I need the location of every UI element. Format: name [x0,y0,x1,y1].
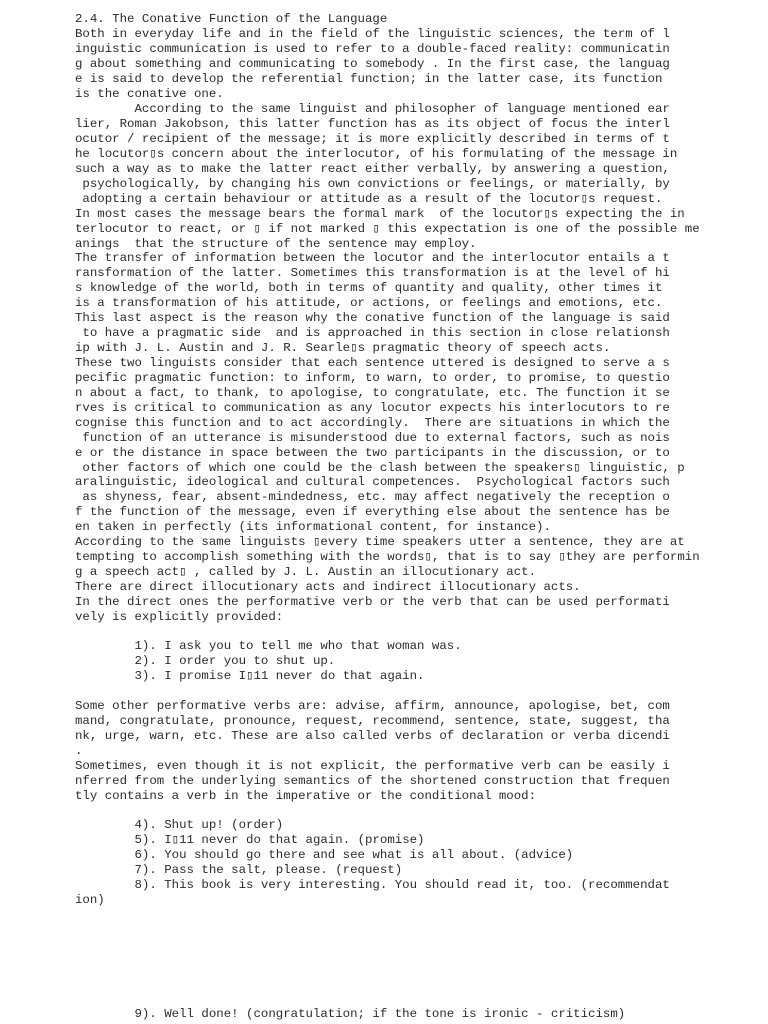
text-line: function of an utterance is misunderstood due to external factors, such as nois [75,431,670,445]
text-line: Some other performative verbs are: advise, affirm, announce, apologise, bet, com [75,699,670,713]
text-line: ion) [75,893,105,907]
text-line: other factors of which one could be the clash between the speakers▯ linguistic, p [75,461,685,475]
example-item: 6). You should go there and see what is all about. (advice) [75,848,574,862]
text-line: he locutor▯s concern about the interlocutor, of his formulating of the message in [75,147,678,161]
text-line: . [75,744,83,758]
text-line: g a speech act▯ , called by J. L. Austin an illocutionary act. [75,565,537,579]
text-line: tempting to accomplish something with the words▯, that is to say ▯they are performin [75,550,700,564]
text-line: e is said to develop the referential function; in the latter case, its function [75,72,663,86]
text-line: en taken in perfectly (its informational content, for instance). [75,520,551,534]
text-line: There are direct illocutionary acts and indirect illocutionary acts. [75,580,581,594]
text-line: pecific pragmatic function: to inform, to warn, to order, to promise, to questio [75,371,670,385]
text-line: Both in everyday life and in the field of the linguistic sciences, the term of l [75,27,670,41]
text-line: s knowledge of the world, both in terms of quantity and quality, other times it [75,281,663,295]
section-heading: 2.4. The Conative Function of the Language [75,12,388,26]
text-line: vely is explicitly provided: [75,610,284,624]
text-line: to have a pragmatic side and is approached in this section in close relationsh [75,326,670,340]
example-item: 9). Well done! (congratulation; if the tone is ironic - criticism) [75,1007,626,1021]
text-line: These two linguists consider that each sentence uttered is designed to serve a s [75,356,670,370]
text-line: e or the distance in space between the two participants in the discussion, or to [75,446,670,460]
text-line: terlocutor to react, or ▯ if not marked ▯ this expectation is one of the possible me [75,222,700,236]
example-item: 1). I ask you to tell me who that woman was. [75,639,462,653]
text-line: In most cases the message bears the formal mark of the locutor▯s expecting the in [75,207,685,221]
text-line: n about a fact, to thank, to apologise, to congratulate, etc. The function it se [75,386,670,400]
text-line: inguistic communication is used to refer to a double-faced reality: communicatin [75,42,670,56]
text-line: is the conative one. [75,87,224,101]
example-item: 5). I▯11 never do that again. (promise) [75,833,425,847]
text-line: psychologically, by changing his own convictions or feelings, or materially, by [75,177,670,191]
text-line: such a way as to make the latter react either verbally, by answering a question, [75,162,670,176]
example-item: 2). I order you to shut up. [75,654,336,668]
text-line: tly contains a verb in the imperative or the conditional mood: [75,789,537,803]
text-line: In the direct ones the performative verb or the verb that can be used performati [75,595,670,609]
text-line: mand, congratulate, pronounce, request, recommend, sentence, state, suggest, tha [75,714,670,728]
text-line: lier, Roman Jakobson, this latter function has as its object of focus the interl [75,117,670,131]
text-line: as shyness, fear, absent-mindedness, etc. may affect negatively the reception o [75,490,670,504]
text-line: According to the same linguist and philosopher of language mentioned ear [75,102,670,116]
text-line: is a transformation of his attitude, or actions, or feelings and emotions, etc. [75,296,663,310]
text-line: The transfer of information between the locutor and the interlocutor entails a t [75,251,670,265]
text-line: This last aspect is the reason why the conative function of the language is said [75,311,670,325]
example-item: 7). Pass the salt, please. (request) [75,863,403,877]
example-item: 4). Shut up! (order) [75,818,284,832]
example-item: 3). I promise I▯11 never do that again. [75,669,425,683]
text-line: ip with J. L. Austin and J. R. Searle▯s pragmatic theory of speech acts. [75,341,611,355]
text-line: According to the same linguists ▯every time speakers utter a sentence, they are at [75,535,685,549]
text-line: nferred from the underlying semantics of the shortened construction that frequen [75,774,670,788]
text-line: ransformation of the latter. Sometimes this transformation is at the level of hi [75,266,670,280]
example-item: 8). This book is very interesting. You should read it, too. (recommendat [75,878,670,892]
text-line: f the function of the message, even if everything else about the sentence has be [75,505,670,519]
text-line: cognise this function and to act accordingly. There are situations in which the [75,416,670,430]
text-line: aralinguistic, ideological and cultural competences. Psychological factors such [75,475,670,489]
text-line: ocutor / recipient of the message; it is more explicitly described in terms of t [75,132,670,146]
text-line: nk, urge, warn, etc. These are also called verbs of declaration or verba dicendi [75,729,670,743]
text-line: Sometimes, even though it is not explicit, the performative verb can be easily i [75,759,670,773]
text-line: g about something and communicating to somebody . In the first case, the languag [75,57,670,71]
text-line: anings that the structure of the sentence may employ. [75,237,477,251]
text-line: rves is critical to communication as any locutor expects his interlocutors to re [75,401,670,415]
text-line: adopting a certain behaviour or attitude as a result of the locutor▯s request. [75,192,663,206]
